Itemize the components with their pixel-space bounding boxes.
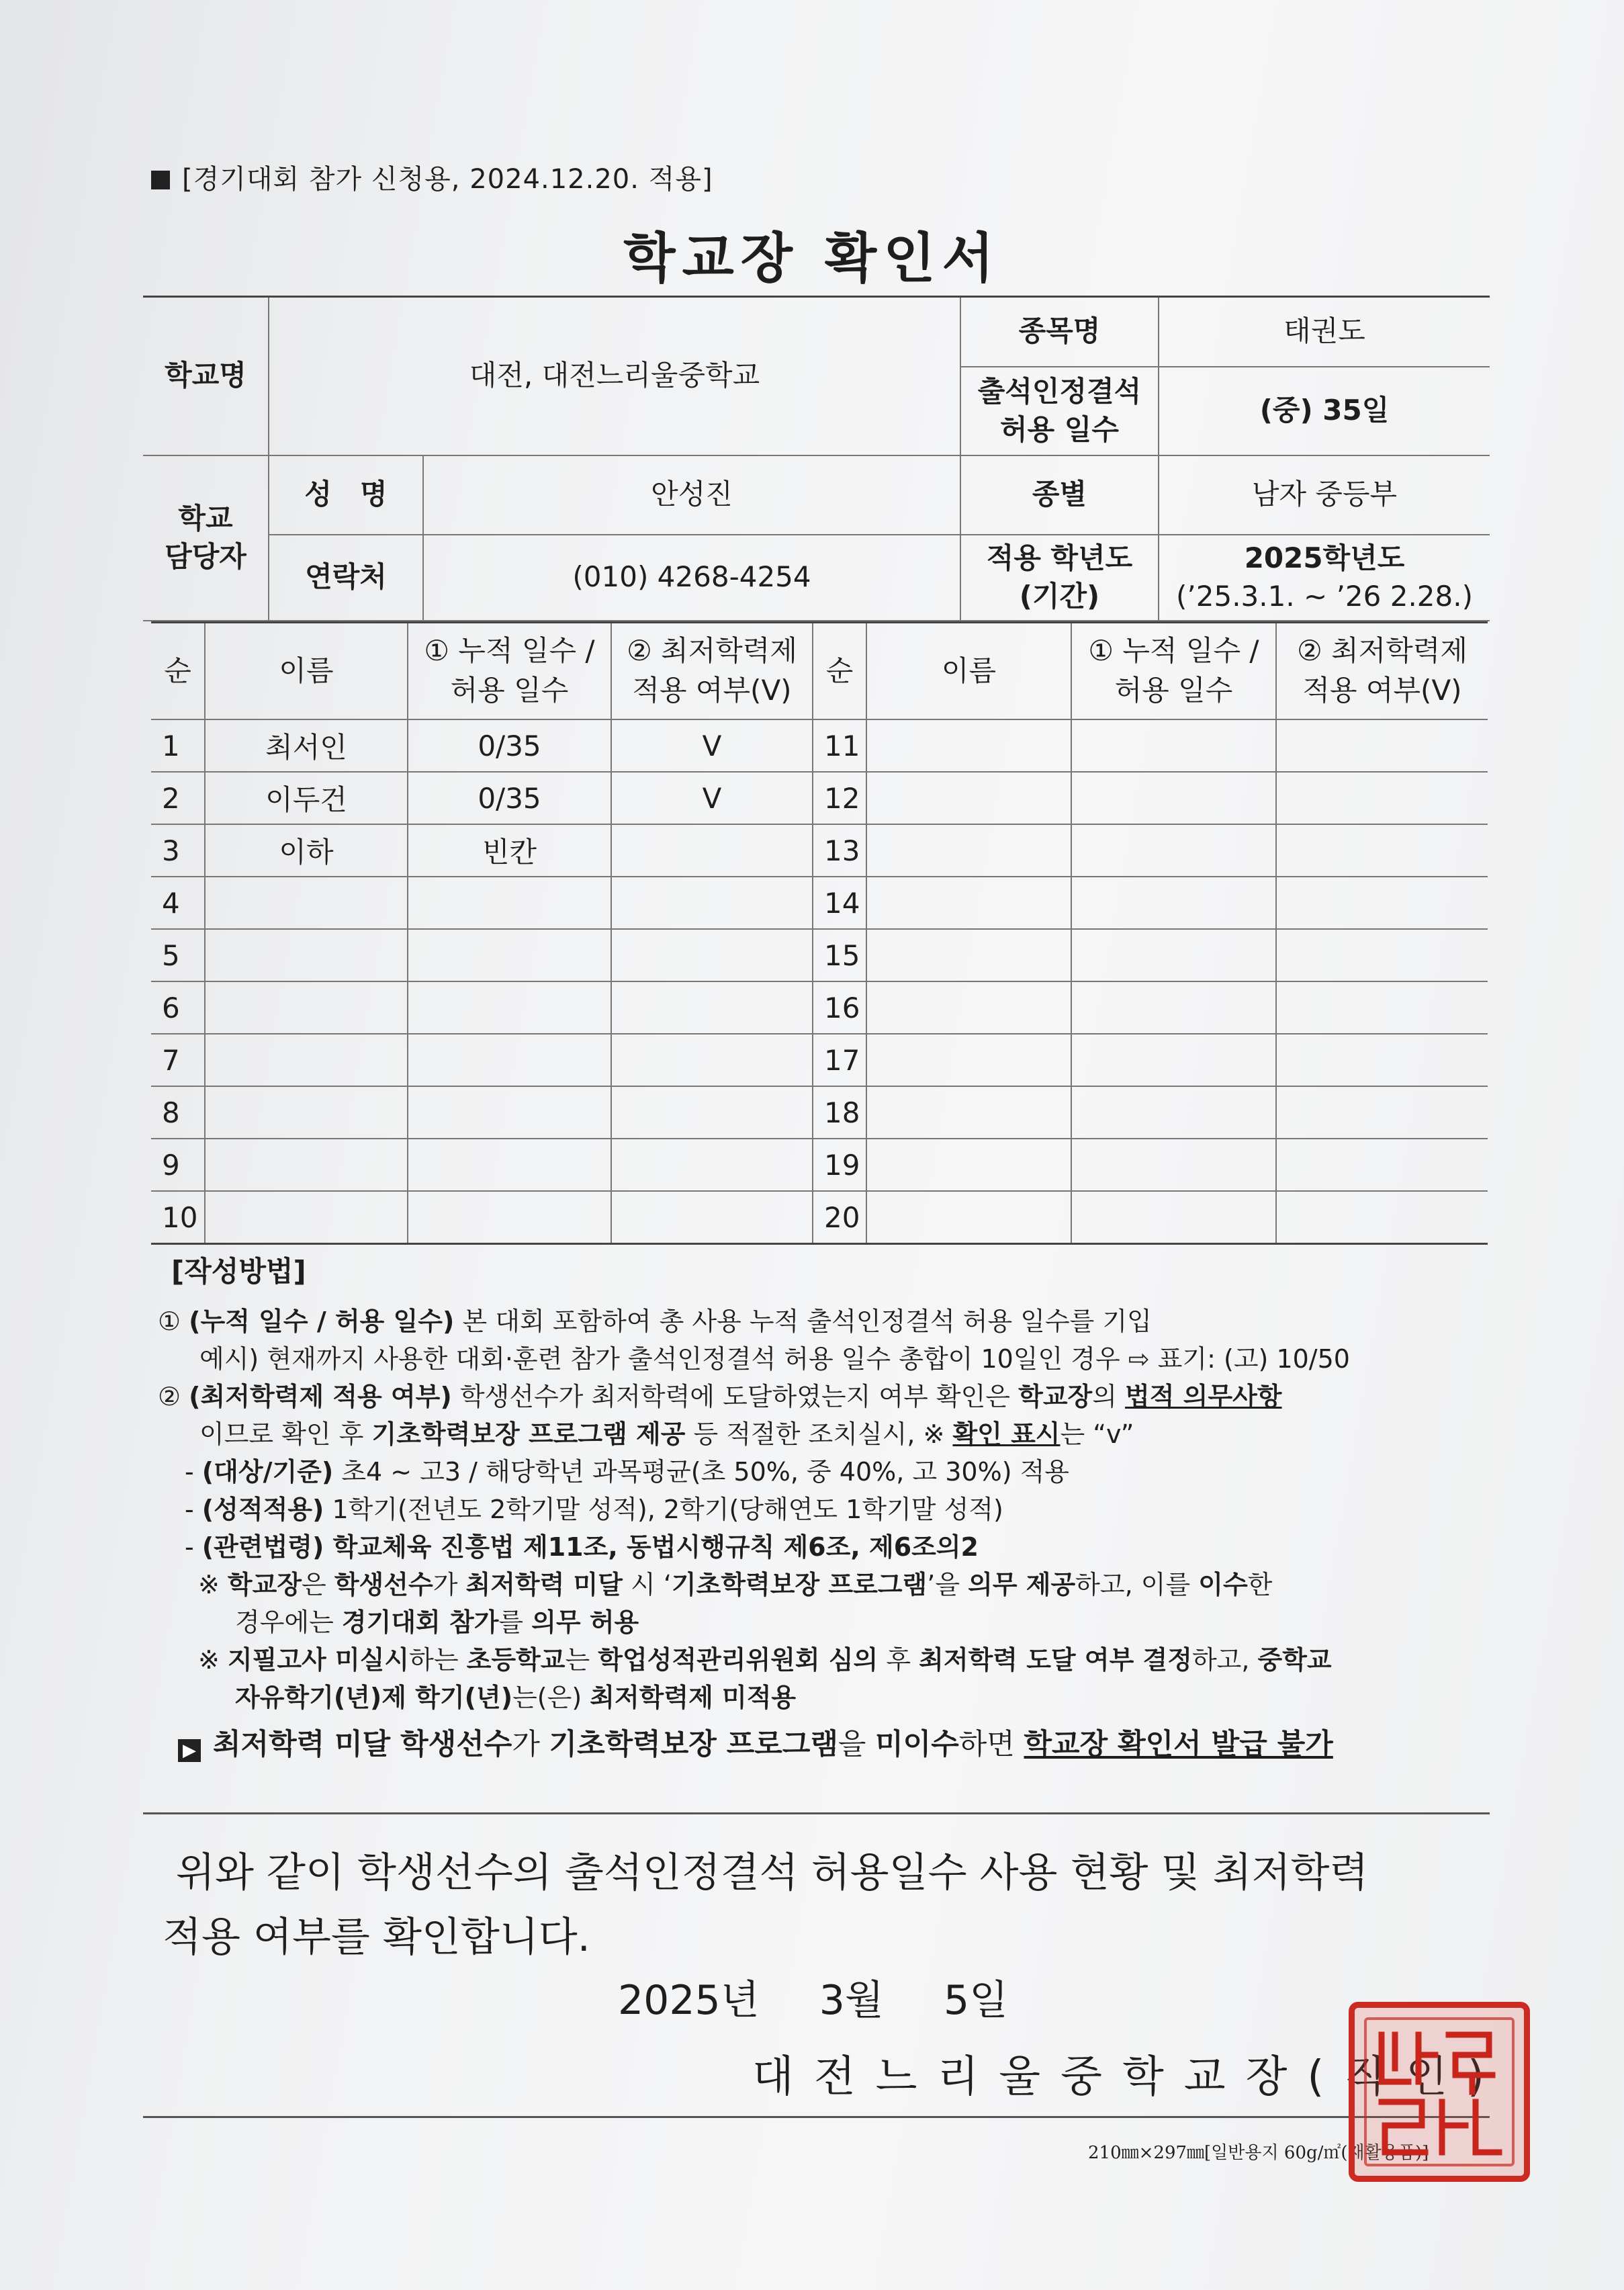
min-academic-check: V	[611, 719, 813, 772]
header-days-2-line2: 허용 일수	[1114, 674, 1233, 707]
guide-final-notice	[158, 1726, 1508, 1763]
attendance-days-value: (중) 35일	[1159, 367, 1490, 455]
principal-signature-line: 대전느리울중학교장(직인)	[752, 2052, 1505, 2102]
row-no: 9	[151, 1139, 205, 1191]
table-row	[151, 877, 1488, 929]
min-academic-check-2	[1276, 719, 1488, 772]
guide-line-10-mark: ※	[198, 1645, 228, 1675]
guide-line-1-text: 본 대회 포함하여 총 사용 누적 출석인정결석 허용 일수를 기입	[454, 1307, 1152, 1336]
guide-line-4-text-e: 는 “v”	[1060, 1419, 1134, 1449]
header-min-2-line1: ② 최저학력제	[1297, 634, 1468, 668]
student-name-2	[866, 1139, 1071, 1191]
guide-final-b1: 최저학력 미달 학생선수	[213, 1728, 512, 1761]
cumulative-days-2	[1071, 929, 1276, 981]
guide-line-7-dash: -	[185, 1532, 202, 1562]
guide-line-5-dash: -	[185, 1457, 202, 1487]
student-name-2	[866, 981, 1071, 1034]
row-no-2: 14	[813, 877, 866, 929]
guide-line-8-t1: 은	[302, 1570, 334, 1599]
cumulative-days	[408, 877, 611, 929]
guide-line-8-mark: ※	[198, 1570, 228, 1599]
guide-line-1-bold: (누적 일수 / 허용 일수)	[189, 1307, 455, 1336]
header-no-2: 순	[813, 623, 866, 720]
student-name: 최서인	[205, 719, 408, 772]
guide-line-10-t2: 는	[565, 1645, 598, 1675]
school-year-value-line1: 2025학년도	[1244, 541, 1405, 574]
cumulative-days	[408, 1034, 611, 1086]
min-academic-check-2	[1276, 1034, 1488, 1086]
guide-line-8-t3: 시 ‘	[622, 1570, 672, 1599]
school-name-label: 학교명	[143, 297, 269, 455]
contact-value: (010) 4268-4254	[423, 535, 960, 621]
header-min-academic	[611, 623, 813, 720]
table-row	[151, 824, 1488, 877]
min-academic-check-2	[1276, 929, 1488, 981]
cumulative-days-2	[1071, 1086, 1276, 1139]
guide-line-9-t1: 경우에는	[235, 1608, 342, 1637]
header-name-2: 이름	[866, 623, 1071, 720]
guide-line-3	[158, 1378, 1508, 1415]
guide-line-8-b6: 이수	[1198, 1570, 1248, 1599]
cumulative-days	[408, 1139, 611, 1191]
guide-line-3-bold-b: 학교장	[1018, 1382, 1093, 1411]
guide-line-10-t4: 하고,	[1191, 1645, 1258, 1675]
student-name-2	[866, 929, 1071, 981]
guide-line-8	[158, 1566, 1508, 1603]
guide-line-4-text-a: 이므로 확인 후	[199, 1419, 372, 1449]
cumulative-days: 빈칸	[408, 824, 611, 877]
min-academic-check	[611, 981, 813, 1034]
guide-line-3-text-c: 의	[1092, 1382, 1126, 1411]
guide-line-4	[158, 1415, 1508, 1453]
student-name	[205, 1139, 408, 1191]
contact-label: 연락처	[269, 535, 423, 621]
guide-line-5-text: 초4 ~ 고3 / 해당학년 과목평균(초 50%, 중 40%, 고 30%) 적용	[333, 1457, 1070, 1487]
attendance-days-label-line1: 출석인정결석	[977, 374, 1142, 408]
official-seal-stamp	[1349, 2002, 1530, 2182]
student-table-header	[151, 623, 1488, 720]
header-no: 순	[151, 623, 205, 720]
attendance-days-label-line2: 허용 일수	[1000, 412, 1119, 446]
min-academic-check	[611, 1034, 813, 1086]
student-name-2	[866, 1034, 1071, 1086]
student-name-2	[866, 719, 1071, 772]
guide-line-10-b5: 중학교	[1257, 1645, 1332, 1675]
header-days-2	[1071, 623, 1276, 720]
guide-line-7-text: 학교체육 진흥법 제11조, 동법시행규칙 제6조, 제6조의2	[324, 1532, 979, 1562]
table-row	[151, 929, 1488, 981]
row-no-2: 18	[813, 1086, 866, 1139]
guide-line-6	[158, 1491, 1508, 1528]
row-no: 2	[151, 772, 205, 824]
guide-line-10-b4: 최저학력 도달 여부 결정	[919, 1645, 1192, 1675]
min-academic-check-2	[1276, 981, 1488, 1034]
school-year-label	[960, 535, 1159, 621]
event-label: 종목명	[960, 297, 1159, 367]
student-name-2	[866, 824, 1071, 877]
school-manager-label-line1: 학교	[178, 501, 233, 535]
row-no-2: 16	[813, 981, 866, 1034]
guide-line-7-bold: (관련법령)	[201, 1532, 324, 1562]
confirmation-statement	[163, 1841, 1492, 1970]
min-academic-check	[611, 1191, 813, 1244]
guide-line-3-bold: (최저학력제 적용 여부)	[189, 1382, 452, 1411]
guide-line-10-b1: 지필고사 미실시	[227, 1645, 410, 1675]
row-no-2: 20	[813, 1191, 866, 1244]
header-days-line1: ① 누적 일수 /	[424, 634, 595, 668]
guide-line-9-b2: 의무 허용	[531, 1608, 639, 1637]
guide-line-5-bold: (대상/기준)	[201, 1457, 334, 1487]
arrow-right-box-icon: ▶	[178, 1739, 201, 1762]
row-no: 6	[151, 981, 205, 1034]
student-name-2	[866, 1086, 1071, 1139]
attendance-days-label	[960, 367, 1159, 455]
cumulative-days	[408, 1191, 611, 1244]
header-min-2-line2: 적용 여부(V)	[1302, 674, 1462, 707]
row-no: 5	[151, 929, 205, 981]
guide-line-3-text-a: 학생선수가 최저학력에 도달하였는지 여부 확인은	[451, 1382, 1019, 1411]
school-year-label-line2: (기간)	[1019, 579, 1100, 613]
guide-line-10-t3: 후	[878, 1645, 919, 1675]
cumulative-days: 0/35	[408, 772, 611, 824]
guide-line-4-bold-d: 확인 표시	[952, 1419, 1061, 1449]
issue-day: 5일	[943, 1977, 1009, 2024]
guide-line-4-text-c: 등 적절한 조치실시, ※	[685, 1419, 953, 1449]
manager-name-label: 성 명	[269, 455, 423, 535]
min-academic-check	[611, 877, 813, 929]
confirmation-line-2: 적용 여부를 확인합니다.	[163, 1914, 590, 1961]
table-row	[151, 981, 1488, 1034]
school-year-label-line1: 적용 학년도	[986, 541, 1133, 574]
guide-final-t3: 하면	[958, 1728, 1024, 1761]
min-academic-check-2	[1276, 1139, 1488, 1191]
row-no-2: 15	[813, 929, 866, 981]
guide-line-10	[158, 1641, 1508, 1679]
guide-line-6-text: 1학기(전년도 2학기말 성적), 2학기(당해연도 1학기말 성적)	[324, 1495, 1003, 1524]
school-manager-label	[143, 455, 269, 621]
guide-line-8-t6: 한	[1247, 1570, 1273, 1599]
row-no-2: 17	[813, 1034, 866, 1086]
table-row	[151, 1191, 1488, 1244]
division-value: 남자 중등부	[1159, 455, 1490, 535]
guide-line-8-b3: 최저학력 미달	[465, 1570, 623, 1599]
cumulative-days: 0/35	[408, 719, 611, 772]
student-name-2	[866, 772, 1071, 824]
paper-spec-footer: 210㎜×297㎜[일반용지 60g/㎡(재활용품)]	[1088, 2143, 1429, 2163]
guide-line-5	[158, 1453, 1508, 1491]
student-name-2	[866, 1191, 1071, 1244]
confirmation-line-1: 위와 같이 학생선수의 출석인정결석 허용일수 사용 현황 및 최저학력	[176, 1849, 1369, 1896]
form-usage-tag	[151, 158, 713, 196]
row-no-2: 13	[813, 824, 866, 877]
school-manager-label-line2: 담당자	[165, 539, 246, 573]
table-row	[151, 1139, 1488, 1191]
student-name	[205, 929, 408, 981]
guide-line-7	[158, 1528, 1508, 1566]
guide-line-8-t2: 가	[433, 1570, 466, 1599]
header-days	[408, 623, 611, 720]
row-no-2: 19	[813, 1139, 866, 1191]
min-academic-check: V	[611, 772, 813, 824]
cumulative-days	[408, 1086, 611, 1139]
guide-line-8-b2: 학생선수	[334, 1570, 433, 1599]
school-year-value-line2: (’25.3.1. ~ ’26 2.28.)	[1176, 579, 1473, 613]
division-label: 종별	[960, 455, 1159, 535]
row-no: 4	[151, 877, 205, 929]
writing-guide	[158, 1253, 1508, 1763]
guide-line-4-bold-b: 기초학력보장 프로그램 제공	[371, 1419, 686, 1449]
guide-line-11-b1: 자유학기(년)제 학기(년)	[235, 1683, 513, 1712]
min-academic-check	[611, 1139, 813, 1191]
min-academic-check-2	[1276, 877, 1488, 929]
issue-year: 2025년	[618, 1977, 760, 2024]
school-info-table	[143, 296, 1490, 621]
min-academic-check	[611, 929, 813, 981]
row-no: 10	[151, 1191, 205, 1244]
min-academic-check-2	[1276, 772, 1488, 824]
guide-line-9-t2: 를	[498, 1608, 532, 1637]
issue-month: 3월	[819, 1977, 884, 2024]
cumulative-days-2	[1071, 719, 1276, 772]
header-min-academic-2	[1276, 623, 1488, 720]
student-name: 이하	[205, 824, 408, 877]
guide-circled-1: ①	[158, 1307, 181, 1336]
header-days-line2: 허용 일수	[450, 674, 569, 707]
guide-header: [작성방법]	[171, 1255, 306, 1288]
seal-glyph-pattern	[1355, 2008, 1524, 2176]
student-name-2	[866, 877, 1071, 929]
cumulative-days-2	[1071, 772, 1276, 824]
min-academic-check-2	[1276, 824, 1488, 877]
row-no: 8	[151, 1086, 205, 1139]
guide-line-10-b3: 학업성적관리위원회 심의	[598, 1645, 878, 1675]
student-name	[205, 877, 408, 929]
cumulative-days-2	[1071, 1034, 1276, 1086]
min-academic-check-2	[1276, 1191, 1488, 1244]
guide-line-9-b1: 경기대회 참가	[341, 1608, 499, 1637]
row-no: 3	[151, 824, 205, 877]
student-name	[205, 981, 408, 1034]
school-year-value	[1159, 535, 1490, 621]
guide-line-10-b2: 초등학교	[466, 1645, 566, 1675]
header-days-2-line1: ① 누적 일수 /	[1088, 634, 1259, 668]
table-row	[151, 1086, 1488, 1139]
table-row	[151, 1034, 1488, 1086]
row-no: 7	[151, 1034, 205, 1086]
guide-line-9	[158, 1603, 1508, 1641]
guide-line-8-b4: 기초학력보장 프로그램	[671, 1570, 928, 1599]
guide-line-8-t4: ’을	[927, 1570, 968, 1599]
manager-name-value: 안성진	[423, 455, 960, 535]
row-no-2: 11	[813, 719, 866, 772]
issue-date	[618, 1968, 1022, 2026]
header-min-line1: ② 최저학력제	[627, 634, 797, 668]
header-min-line2: 적용 여부(V)	[632, 674, 792, 707]
guide-line-11-t1: 는(은)	[512, 1683, 590, 1712]
guide-line-3-bold-d: 법적 의무사항	[1125, 1382, 1282, 1411]
guide-final-b2: 기초학력보장 프로그램	[549, 1728, 838, 1761]
guide-line-8-b1: 학교장	[227, 1570, 302, 1599]
header-name: 이름	[205, 623, 408, 720]
divider-bottom	[143, 2116, 1490, 2118]
guide-line-8-t5: 하고, 이를	[1075, 1570, 1199, 1599]
guide-circled-2: ②	[158, 1382, 181, 1411]
guide-line-11-b2: 최저학력제 미적용	[590, 1683, 797, 1712]
student-table	[151, 621, 1488, 1245]
guide-line-11	[158, 1679, 1508, 1716]
table-row	[151, 772, 1488, 824]
cumulative-days-2	[1071, 824, 1276, 877]
row-no-2: 12	[813, 772, 866, 824]
student-name	[205, 1034, 408, 1086]
cumulative-days-2	[1071, 981, 1276, 1034]
cumulative-days-2	[1071, 1139, 1276, 1191]
row-no: 1	[151, 719, 205, 772]
guide-line-8-b5: 의무 제공	[968, 1570, 1076, 1599]
cumulative-days	[408, 981, 611, 1034]
student-name: 이두건	[205, 772, 408, 824]
divider-top	[143, 1812, 1490, 1814]
guide-line-2: 예시) 현재까지 사용한 대회·훈련 참가 출석인정결석 허용 일수 총합이 10일인 경우 ⇨ 표기: (고) 10/50	[199, 1344, 1350, 1374]
document-title: 학교장 확인서	[623, 227, 1001, 290]
min-academic-check	[611, 824, 813, 877]
guide-final-b3: 미이수	[875, 1728, 959, 1761]
guide-final-b4: 학교장 확인서 발급 불가	[1024, 1728, 1333, 1761]
school-name-value: 대전, 대전느리울중학교	[269, 297, 960, 455]
student-name	[205, 1191, 408, 1244]
event-value: 태권도	[1159, 297, 1490, 367]
form-usage-text: [경기대회 참가 신청용, 2024.12.20. 적용]	[182, 164, 713, 195]
student-name	[205, 1086, 408, 1139]
cumulative-days-2	[1071, 1191, 1276, 1244]
guide-final-t1: 가	[512, 1728, 549, 1761]
guide-final-t2: 을	[838, 1728, 876, 1761]
cumulative-days	[408, 929, 611, 981]
square-bullet-icon	[151, 171, 170, 189]
guide-line-10-t1: 하는	[409, 1645, 467, 1675]
min-academic-check-2	[1276, 1086, 1488, 1139]
guide-line-1	[158, 1303, 1508, 1340]
min-academic-check	[611, 1086, 813, 1139]
cumulative-days-2	[1071, 877, 1276, 929]
table-row	[151, 719, 1488, 772]
guide-line-6-bold: (성적적용)	[201, 1495, 324, 1524]
guide-line-6-dash: -	[185, 1495, 202, 1524]
